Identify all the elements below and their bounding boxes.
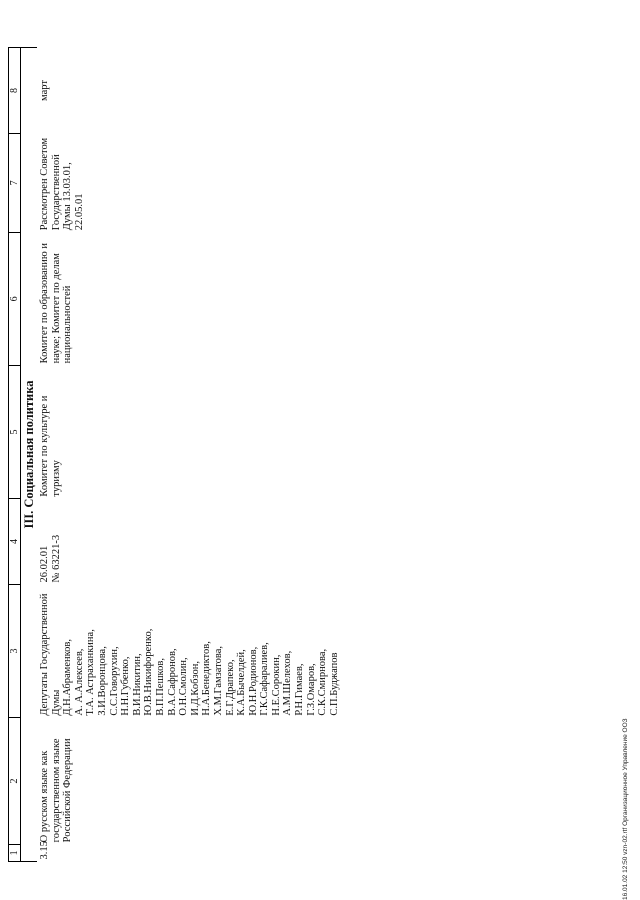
submission-cell (37, 499, 340, 585)
section-title: III. Социальная политика (21, 48, 38, 862)
author-name: О.Н.Смолин, (178, 657, 190, 716)
co-executor-committees: Комитет по образованию и науке; Комитет по делам национальностей (39, 243, 74, 364)
planned-month: март (39, 80, 50, 101)
column-number: 6 (9, 232, 21, 365)
author-name: В.И.Никитин, (131, 653, 143, 716)
author-name: Н.Н.Губенко, (120, 656, 132, 716)
author-name: Ю.В.Никифоренко, (143, 628, 155, 716)
authors-heading: Депутаты Государственной Думы (39, 593, 62, 716)
section-heading-row (21, 48, 38, 862)
author-name: Е.Г.Драпеко, (224, 659, 236, 716)
author-name: Н.Е.Сорокин, (270, 654, 282, 716)
row-number: 3.15 (39, 841, 50, 860)
author-name: Н.А.Бенедиктов, (201, 641, 213, 716)
responsible-committee: Комитет по культуре и туризму (39, 395, 62, 497)
column-number: 3 (9, 584, 21, 717)
author-name: В.А.Сафронов, (166, 648, 178, 716)
bill-title: О русском языке как государственном языке Российской Федерации (39, 738, 74, 843)
submission-date: 26.02.01 (39, 545, 50, 583)
author-name: К.А.Бычелдей, (236, 649, 248, 716)
column-number: 4 (9, 499, 21, 585)
author-name: С.К.Смирнова, (317, 648, 329, 716)
author-name: Г.К.Сафаралиев, (259, 642, 271, 716)
review-status: Рассмотрен Советом Государственной Думы 13.03.01, 22.05.01 (39, 137, 85, 231)
column-number: 5 (9, 365, 21, 498)
table-row (37, 48, 340, 862)
authors-cell (37, 584, 340, 717)
page-footer: 16.01.02 12:50 vzn-02.rtf Организационное Управление ООЗ (622, 718, 629, 900)
column-number: 7 (9, 133, 21, 232)
author-name: А.М.Шелехов, (282, 650, 294, 716)
column-number-row (9, 48, 21, 862)
author-name: Д.Н.Абраменков, (62, 639, 74, 716)
author-name: Х.М.Гамзатова, (212, 646, 224, 716)
column-number: 2 (9, 718, 21, 845)
column-number: 8 (9, 48, 21, 134)
author-name: Р.Н.Гимаев, (294, 663, 306, 716)
author-name: Г.З.Омаров, (305, 663, 317, 716)
column-number: 1 (9, 844, 21, 861)
author-name: С.П.Буджапов (328, 652, 340, 716)
author-name: З.И.Воронцова, (96, 646, 108, 716)
author-name: И.Д.Кобзон, (189, 660, 201, 716)
author-name: В.П.Пешков, (154, 658, 166, 716)
author-name: С.С.Говорухин, (108, 646, 120, 716)
author-name: Т.А. Астраханкина, (85, 629, 97, 716)
author-name: Ю.Н.Родионов, (247, 646, 259, 716)
registration-number: № 63221-3 (50, 534, 62, 583)
author-name: А. А.Алексеев, (73, 648, 85, 716)
bills-table (8, 47, 340, 862)
